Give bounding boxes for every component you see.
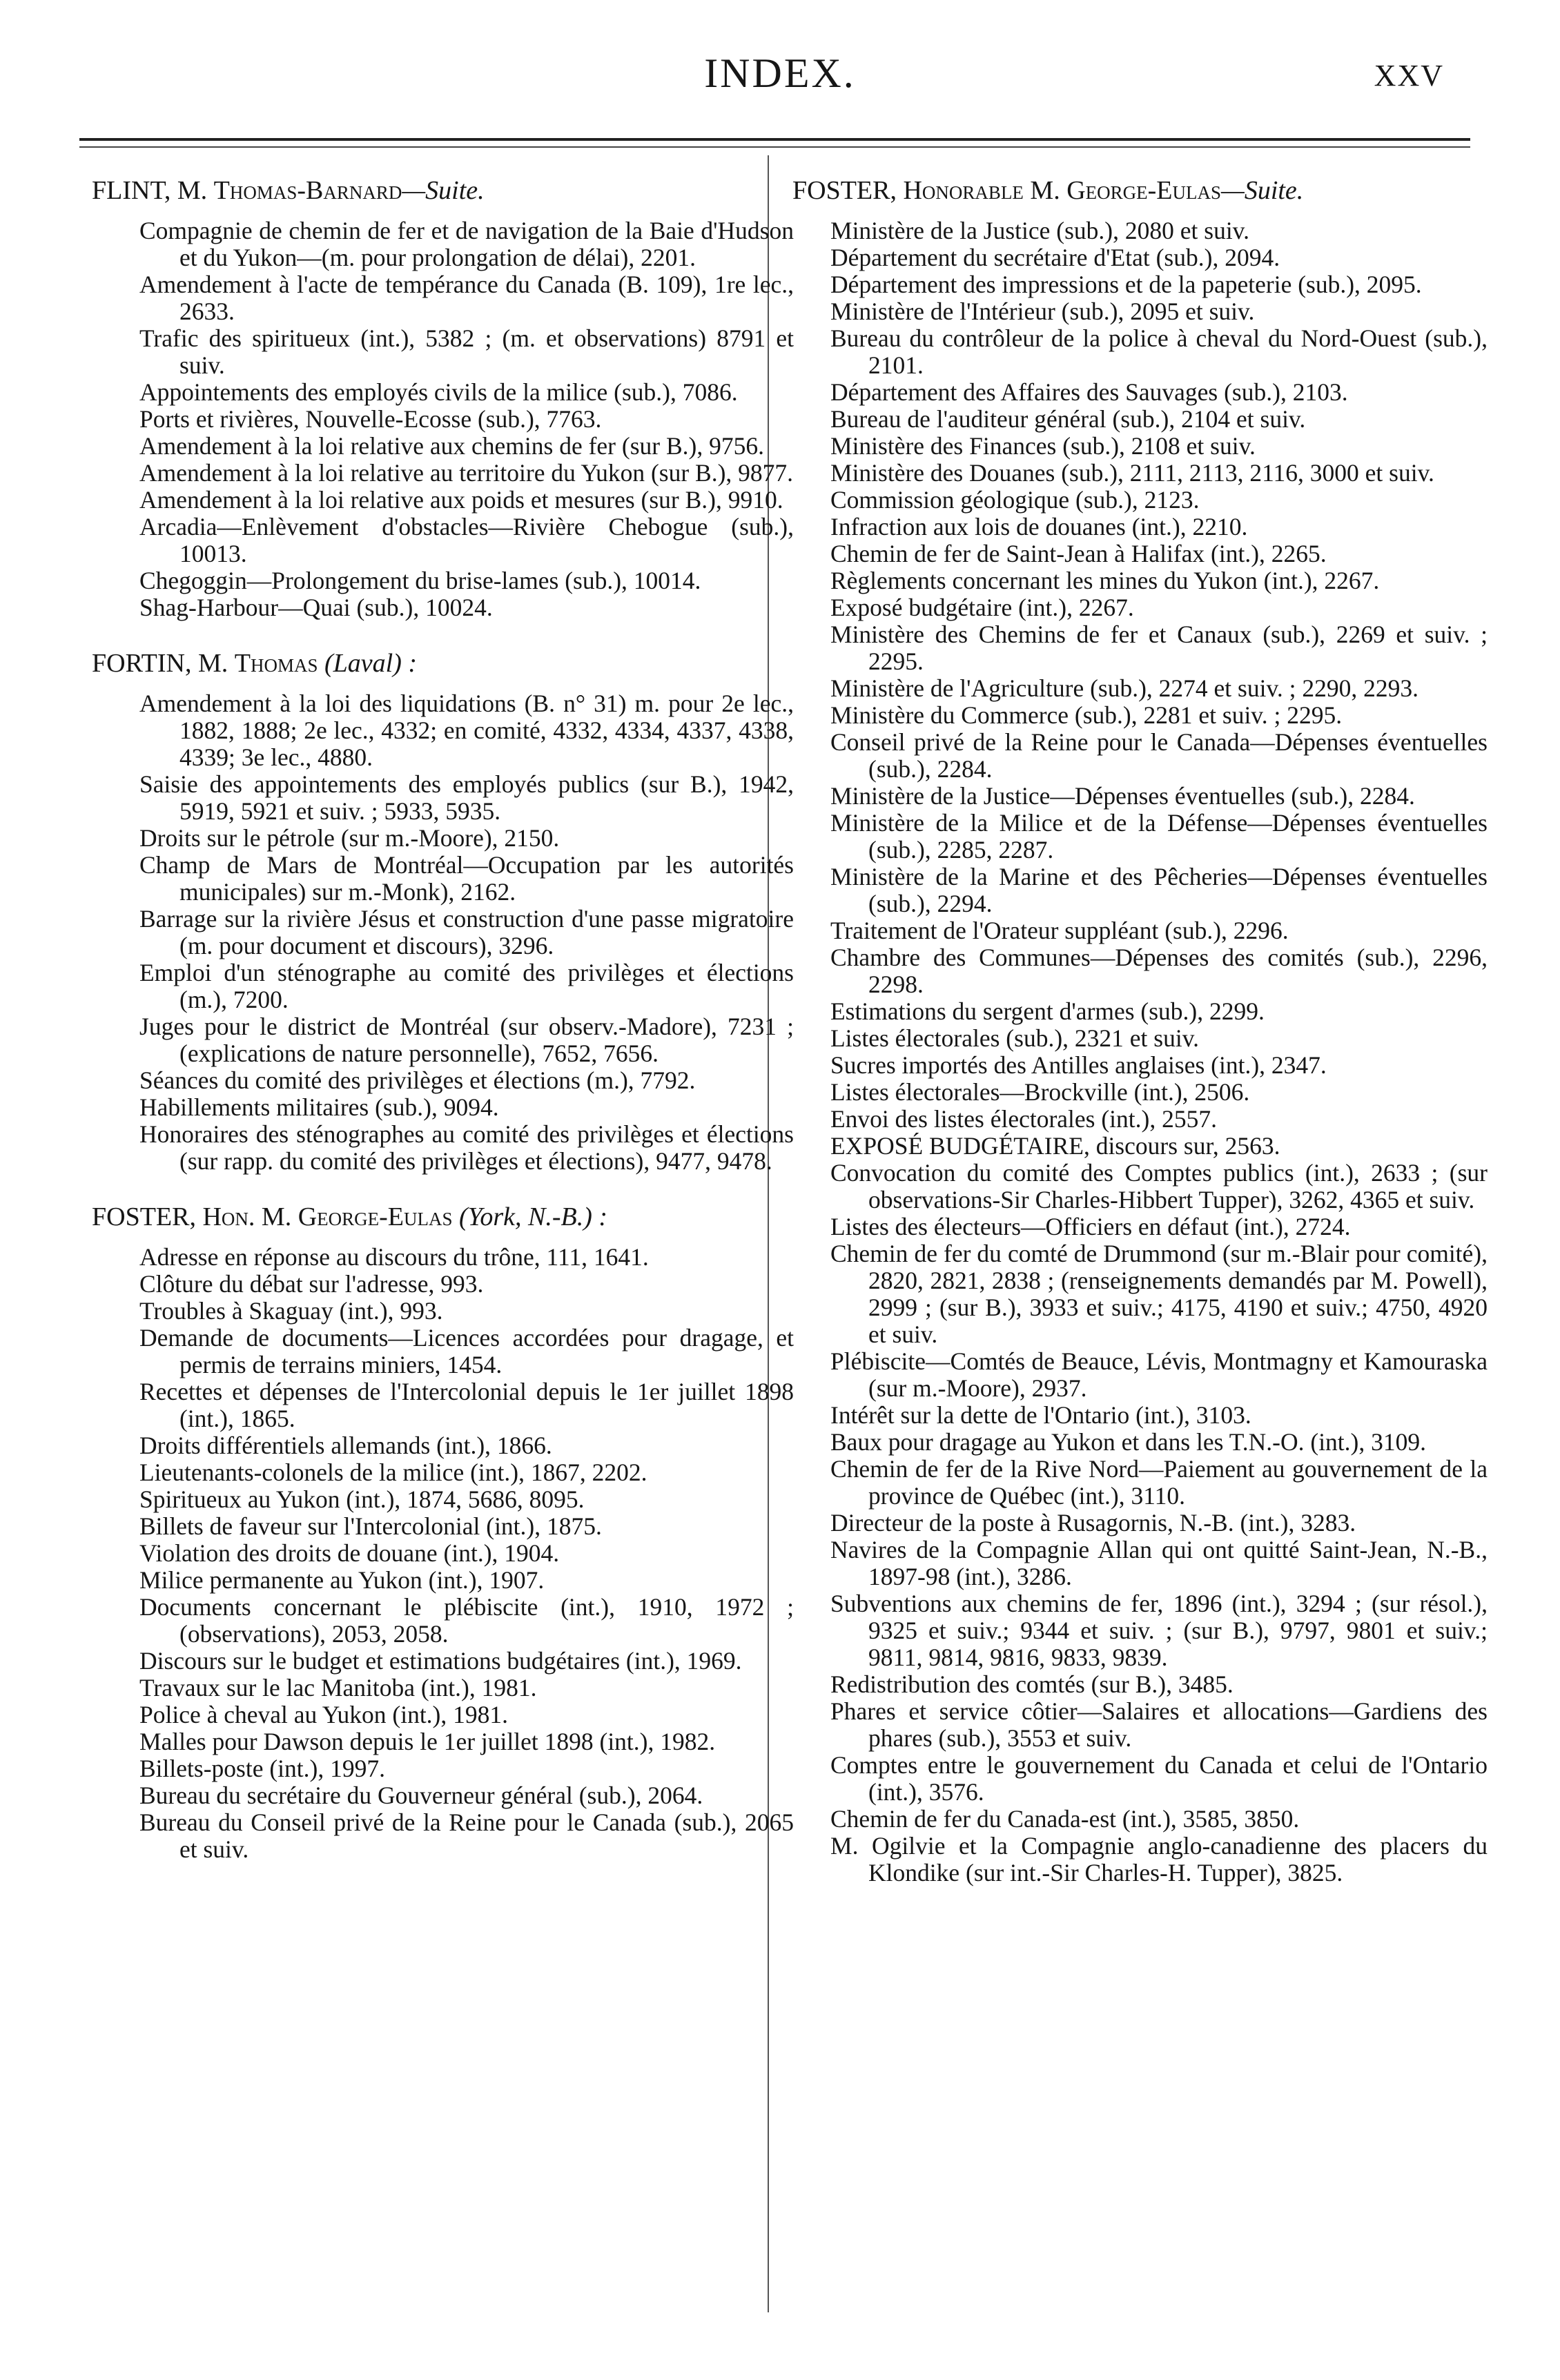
member-riding: (York, N.-B.) : [459, 1202, 608, 1231]
index-entry: Discours sur le budget et estimations budgétaires (int.), 1969. [139, 1647, 742, 1675]
index-entry: Séances du comité des privilèges et élections (m.), 7792. [139, 1066, 696, 1094]
index-entry: Règlements concernant les mines du Yukon (int.), 2267. [830, 567, 1380, 594]
index-entry: Juges pour le district de Montréal (sur observ.-Madore), 7231 ; (explications de nature personnelle), 7652, 7656. [139, 1013, 794, 1067]
index-entry: Chemin de fer du comté de Drummond (sur m.-Blair pour comité), 2820, 2821, 2838 ; (renseignements demandés par M. Powell), 2999 ; (sur B.), 3933 et suiv.; 4175, 4190 et suiv.; 4750, 4920 et suiv. [830, 1240, 1488, 1348]
index-entry: Estimations du sergent d'armes (sub.), 2299. [830, 997, 1265, 1025]
index-entry: Adresse en réponse au discours du trône, 111, 1641. [139, 1243, 649, 1271]
member-heading [86, 649, 794, 678]
index-entry: Bureau du contrôleur de la police à cheval du Nord-Ouest (sub.), 2101. [830, 324, 1488, 379]
index-entry: Emploi d'un sténographe au comité des privilèges et élections (m.), 7200. [139, 959, 794, 1013]
index-entry: Clôture du débat sur l'adresse, 993. [139, 1270, 484, 1298]
left-column [86, 176, 794, 1891]
member-name: FOSTER, [92, 1202, 196, 1231]
index-entry: Conseil privé de la Reine pour le Canada—Dépenses éventuelles (sub.), 2284. [830, 728, 1488, 783]
member-name: FORTIN, M. [92, 649, 228, 678]
index-entry: Compagnie de chemin de fer et de navigation de la Baie d'Hudson et du Yukon—(m. pour prolongation de délai), 2201. [139, 217, 794, 271]
section-foster [86, 1202, 794, 1863]
index-entry: Billets-poste (int.), 1997. [139, 1755, 385, 1782]
index-entry: Bureau du secrétaire du Gouverneur général (sub.), 2064. [139, 1782, 703, 1809]
index-entry: Amendement à la loi des liquidations (B. n° 31) m. pour 2e lec., 1882, 1888; 2e lec., 4332; en comité, 4332, 4334, 4337, 4338, 4339; 3e lec., 4880. [139, 690, 794, 771]
index-entry: Amendement à la loi relative au territoire du Yukon (sur B.), 9877. [139, 459, 794, 487]
member-heading [86, 176, 794, 205]
index-entry: Infraction aux lois de douanes (int.), 2210. [830, 513, 1248, 540]
index-entry: Plébiscite—Comtés de Beauce, Lévis, Montmagny et Kamouraska (sur m.-Moore), 2937. [830, 1347, 1488, 1402]
index-entry: Droits sur le pétrole (sur m.-Moore), 2150. [139, 824, 560, 852]
index-entry: Chegoggin—Prolongement du brise-lames (sub.), 10014. [139, 567, 701, 594]
index-entry: Champ de Mars de Montréal—Occupation par les autorités municipales) sur m.-Monk), 2162. [139, 851, 794, 906]
index-entry: Demande de documents—Licences accordées pour dragage, et permis de terrains miniers, 1454. [139, 1324, 794, 1378]
index-entry: Lieutenants-colonels de la milice (int.), 1867, 2202. [139, 1459, 647, 1486]
index-entry: Ministère des Chemins de fer et Canaux (sub.), 2269 et suiv. ; 2295. [830, 621, 1488, 675]
index-entry: Chemin de fer du Canada-est (int.), 3585, 3850. [830, 1805, 1300, 1833]
index-entry: Ministère des Douanes (sub.), 2111, 2113, 2116, 3000 et suiv. [830, 459, 1434, 487]
header-rule-thin [79, 146, 1470, 148]
index-entry: Subventions aux chemins de fer, 1896 (int.), 3294 ; (sur résol.), 9325 et suiv.; 9344 et suiv. ; (sur B.), 9797, 9801 et suiv.; 9811, 9814, 9816, 9833, 9839. [830, 1590, 1488, 1671]
member-given-names: Thomas-Barnard [213, 176, 402, 205]
index-entry: Police à cheval au Yukon (int.), 1981. [139, 1701, 509, 1728]
index-entry: Baux pour dragage au Yukon et dans les T.N.-O. (int.), 3109. [830, 1428, 1426, 1456]
header-rule [79, 138, 1470, 141]
index-entry: Listes électorales—Brockville (int.), 2506. [830, 1078, 1250, 1106]
running-head [0, 50, 1560, 112]
right-column [787, 176, 1488, 1886]
index-entry: Recettes et dépenses de l'Intercolonial depuis le 1er juillet 1898 (int.), 1865. [139, 1378, 794, 1432]
index-entry: Documents concernant le plébiscite (int.), 1910, 1972 ; (observations), 2053, 2058. [139, 1593, 794, 1648]
index-entry: Ministère de la Justice—Dépenses éventuelles (sub.), 2284. [830, 782, 1415, 810]
index-entry: Ministère des Finances (sub.), 2108 et suiv. [830, 432, 1256, 460]
member-title: Hon. M. [202, 1202, 292, 1231]
section-flint [86, 176, 794, 621]
index-entry: Ministère de la Justice (sub.), 2080 et suiv. [830, 217, 1250, 244]
index-entry: Ports et rivières, Nouvelle-Ecosse (sub.), 7763. [139, 405, 602, 433]
index-entry: Ministère de la Milice et de la Défense—Dépenses éventuelles (sub.), 2285, 2287. [830, 809, 1488, 864]
index-entry: Intérêt sur la dette de l'Ontario (int.), 3103. [830, 1401, 1251, 1429]
index-entry: Barrage sur la rivière Jésus et construction d'une passe migratoire (m. pour document et discours), 3296. [139, 905, 794, 959]
member-name: FOSTER, [792, 176, 897, 205]
index-entry: Commission géologique (sub.), 2123. [830, 486, 1200, 514]
index-entry: Chambre des Communes—Dépenses des comités (sub.), 2296, 2298. [830, 944, 1488, 998]
member-title: Honorable M. [903, 176, 1060, 205]
index-entry: Habillements militaires (sub.), 9094. [139, 1093, 499, 1121]
index-entry: Comptes entre le gouvernement du Canada et celui de l'Ontario (int.), 3576. [830, 1751, 1488, 1806]
page-number: XXV [1374, 59, 1444, 92]
member-riding: (Laval) : [324, 649, 418, 678]
index-entry: EXPOSÉ BUDGÉTAIRE, discours sur, 2563. [830, 1132, 1280, 1160]
index-entry: Amendement à l'acte de tempérance du Canada (B. 109), 1re lec., 2633. [139, 271, 794, 325]
page-title: INDEX. [704, 50, 856, 96]
index-entry: Arcadia—Enlèvement d'obstacles—Rivière Chebogue (sub.), 10013. [139, 513, 794, 567]
index-entry: Directeur de la poste à Rusagornis, N.-B. (int.), 3283. [830, 1509, 1356, 1537]
member-given-names: Thomas [234, 649, 318, 678]
index-entry: Honoraires des sténographes au comité des privilèges et élections (sur rapp. du comité des privilèges et élections), 9477, 9478. [139, 1120, 794, 1175]
index-entry: M. Ogilvie et la Compagnie anglo-canadienne des placers du Klondike (sur int.-Sir Charles-H. Tupper), 3825. [830, 1832, 1488, 1886]
index-entry: Amendement à la loi relative aux poids et mesures (sur B.), 9910. [139, 486, 783, 514]
index-entry: Malles pour Dawson depuis le 1er juillet 1898 (int.), 1982. [139, 1728, 716, 1755]
member-name: FLINT, M. [92, 176, 208, 205]
section-fortin [86, 649, 794, 1175]
entry-list [86, 690, 794, 1175]
member-heading [787, 176, 1488, 205]
index-entry: Ministère de la Marine et des Pêcheries—Dépenses éventuelles (sub.), 2294. [830, 863, 1488, 917]
index-entry: Trafic des spiritueux (int.), 5382 ; (m. et observations) 8791 et suiv. [139, 324, 794, 379]
index-entry: Département des impressions et de la papeterie (sub.), 2095. [830, 271, 1422, 298]
index-entry: Chemin de fer de la Rive Nord—Paiement au gouvernement de la province de Québec (int.), 3110. [830, 1455, 1488, 1510]
index-entry: Traitement de l'Orateur suppléant (sub.), 2296. [830, 917, 1289, 944]
index-entry: Spiritueux au Yukon (int.), 1874, 5686, 8095. [139, 1485, 585, 1513]
index-entry: Listes électorales (sub.), 2321 et suiv. [830, 1024, 1200, 1052]
index-entry: Bureau du Conseil privé de la Reine pour le Canada (sub.), 2065 et suiv. [139, 1808, 794, 1863]
index-entry: Milice permanente au Yukon (int.), 1907. [139, 1566, 545, 1594]
index-entry: Redistribution des comtés (sur B.), 3485. [830, 1670, 1234, 1698]
entry-list [86, 1244, 794, 1863]
section-foster-continued [787, 176, 1488, 1886]
index-entry: Ministère de l'Intérieur (sub.), 2095 et suiv. [830, 298, 1255, 325]
index-entry: Droits différentiels allemands (int.), 1866. [139, 1432, 552, 1459]
index-entry: Troubles à Skaguay (int.), 993. [139, 1297, 443, 1325]
index-entry: Chemin de fer de Saint-Jean à Halifax (int.), 2265. [830, 540, 1327, 567]
index-entry: Billets de faveur sur l'Intercolonial (int.), 1875. [139, 1512, 602, 1540]
index-entry: Violation des droits de douane (int.), 1904. [139, 1539, 560, 1567]
index-entry: Navires de la Compagnie Allan qui ont quitté Saint-Jean, N.-B., 1897-98 (int.), 3286. [830, 1536, 1488, 1590]
entry-list [86, 217, 794, 621]
index-entry: Convocation du comité des Comptes publics (int.), 2633 ; (sur observations-Sir Charles-Hibbert Tupper), 3262, 4365 et suiv. [830, 1159, 1488, 1213]
index-entry: Travaux sur le lac Manitoba (int.), 1981. [139, 1674, 537, 1701]
index-entry: Shag-Harbour—Quai (sub.), 10024. [139, 594, 493, 621]
index-entry: Sucres importés des Antilles anglaises (int.), 2347. [830, 1051, 1327, 1079]
index-entry: Saisie des appointements des employés publics (sur B.), 1942, 5919, 5921 et suiv. ; 5933, 5935. [139, 770, 794, 825]
index-entry: Phares et service côtier—Salaires et allocations—Gardiens des phares (sub.), 3553 et suiv. [830, 1697, 1488, 1752]
index-entry: Ministère de l'Agriculture (sub.), 2274 et suiv. ; 2290, 2293. [830, 674, 1419, 702]
entry-list [787, 217, 1488, 1886]
index-entry: Envoi des listes électorales (int.), 2557. [830, 1105, 1217, 1133]
index-entry: Ministère du Commerce (sub.), 2281 et suiv. ; 2295. [830, 701, 1343, 729]
heading-suffix: —Suite. [1221, 176, 1304, 205]
index-entry: Département des Affaires des Sauvages (sub.), 2103. [830, 378, 1348, 406]
member-given-names: George-Eulas [1066, 176, 1222, 205]
member-given-names: George-Eulas [298, 1202, 453, 1231]
index-entry: Listes des électeurs—Officiers en défaut (int.), 2724. [830, 1213, 1351, 1240]
index-entry: Appointements des employés civils de la milice (sub.), 7086. [139, 378, 738, 406]
index-entry: Bureau de l'auditeur général (sub.), 2104 et suiv. [830, 405, 1306, 433]
heading-suffix: —Suite. [402, 176, 485, 205]
member-heading [86, 1202, 794, 1231]
index-entry: Amendement à la loi relative aux chemins de fer (sur B.), 9756. [139, 432, 764, 460]
index-entry: Exposé budgétaire (int.), 2267. [830, 594, 1134, 621]
index-entry: Département du secrétaire d'Etat (sub.), 2094. [830, 244, 1280, 271]
